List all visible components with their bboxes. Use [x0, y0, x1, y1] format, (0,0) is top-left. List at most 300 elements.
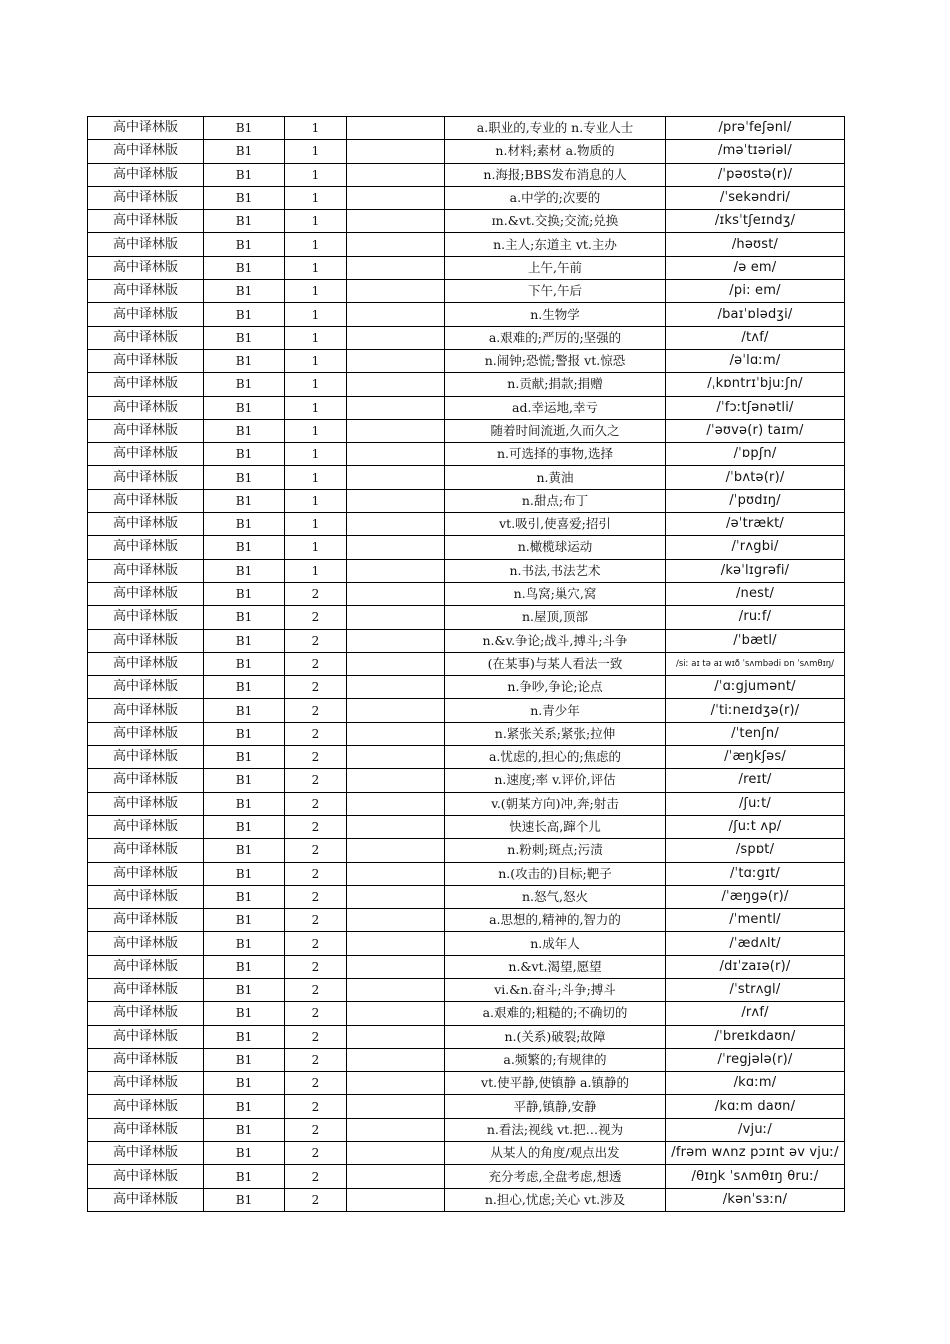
table-row: [88, 792, 845, 815]
meaning-cell: 从某人的角度/观点出发: [445, 1142, 666, 1165]
table-row: [88, 955, 845, 978]
phonetic-cell: /ˈædʌlt/: [666, 932, 845, 955]
table-row: [88, 536, 845, 559]
phonetic-cell: /ˈɒpʃn/: [666, 443, 845, 466]
meaning-cell: n.鸟窝;巢穴,窝: [445, 582, 666, 605]
textbook-cell: 高中译林版: [88, 117, 204, 140]
unit-cell: 2: [285, 722, 347, 745]
phonetic-cell: /tʌf/: [666, 326, 845, 349]
level-cell: B1: [204, 955, 285, 978]
meaning-cell: n.成年人: [445, 932, 666, 955]
phonetic-cell: /həʊst/: [666, 233, 845, 256]
meaning-cell: 快速长高,蹿个儿: [445, 815, 666, 838]
textbook-cell: 高中译林版: [88, 303, 204, 326]
word-cell: [347, 536, 445, 559]
phonetic-cell: /ˈregjələ(r)/: [666, 1048, 845, 1071]
textbook-cell: 高中译林版: [88, 1072, 204, 1095]
word-cell: [347, 559, 445, 582]
meaning-cell: n.担心,忧虑;关心 vt.涉及: [445, 1188, 666, 1211]
level-cell: B1: [204, 1025, 285, 1048]
phonetic-cell: /əˈlɑːm/: [666, 349, 845, 372]
phonetic-cell: /məˈtɪəriəl/: [666, 140, 845, 163]
unit-cell: 1: [285, 536, 347, 559]
vocabulary-table: [87, 116, 845, 1212]
word-cell: [347, 1025, 445, 1048]
meaning-cell: a.思想的,精神的,智力的: [445, 909, 666, 932]
table-row: [88, 117, 845, 140]
table-row: [88, 349, 845, 372]
meaning-cell: vt.使平静,使镇静 a.镇静的: [445, 1072, 666, 1095]
level-cell: B1: [204, 186, 285, 209]
textbook-cell: 高中译林版: [88, 606, 204, 629]
level-cell: B1: [204, 117, 285, 140]
phonetic-cell: /ˈpʊdɪŋ/: [666, 489, 845, 512]
word-cell: [347, 1048, 445, 1071]
table-row: [88, 140, 845, 163]
phonetic-cell: /ˈæŋgə(r)/: [666, 885, 845, 908]
table-row: [88, 862, 845, 885]
textbook-cell: 高中译林版: [88, 1188, 204, 1211]
textbook-cell: 高中译林版: [88, 163, 204, 186]
meaning-cell: 下午,午后: [445, 280, 666, 303]
phonetic-cell: /ˈrʌgbi/: [666, 536, 845, 559]
unit-cell: 2: [285, 885, 347, 908]
unit-cell: 2: [285, 932, 347, 955]
level-cell: B1: [204, 699, 285, 722]
word-cell: [347, 1002, 445, 1025]
word-cell: [347, 746, 445, 769]
phonetic-cell: /əˈtrækt/: [666, 513, 845, 536]
textbook-cell: 高中译林版: [88, 326, 204, 349]
table-row: [88, 978, 845, 1001]
meaning-cell: 充分考虑,全盘考虑,想透: [445, 1165, 666, 1188]
meaning-cell: n.甜点;布丁: [445, 489, 666, 512]
unit-cell: 2: [285, 1048, 347, 1071]
textbook-cell: 高中译林版: [88, 862, 204, 885]
unit-cell: 1: [285, 443, 347, 466]
word-cell: [347, 676, 445, 699]
word-cell: [347, 280, 445, 303]
level-cell: B1: [204, 582, 285, 605]
word-cell: [347, 582, 445, 605]
phonetic-cell: /θɪŋk ˈsʌmθɪŋ θruː/: [666, 1165, 845, 1188]
phonetic-cell: /reɪt/: [666, 769, 845, 792]
word-cell: [347, 396, 445, 419]
unit-cell: 1: [285, 140, 347, 163]
unit-cell: 2: [285, 699, 347, 722]
level-cell: B1: [204, 210, 285, 233]
word-cell: [347, 210, 445, 233]
phonetic-cell: /ˈæŋkʃəs/: [666, 746, 845, 769]
word-cell: [347, 1165, 445, 1188]
level-cell: B1: [204, 140, 285, 163]
table-row: [88, 909, 845, 932]
word-cell: [347, 955, 445, 978]
unit-cell: 1: [285, 396, 347, 419]
level-cell: B1: [204, 466, 285, 489]
word-cell: [347, 932, 445, 955]
unit-cell: 1: [285, 466, 347, 489]
meaning-cell: n.材料;素材 a.物质的: [445, 140, 666, 163]
table-row: [88, 186, 845, 209]
textbook-cell: 高中译林版: [88, 676, 204, 699]
meaning-cell: a.职业的,专业的 n.专业人士: [445, 117, 666, 140]
table-row: [88, 1095, 845, 1118]
textbook-cell: 高中译林版: [88, 839, 204, 862]
level-cell: B1: [204, 419, 285, 442]
textbook-cell: 高中译林版: [88, 699, 204, 722]
textbook-cell: 高中译林版: [88, 443, 204, 466]
level-cell: B1: [204, 606, 285, 629]
textbook-cell: 高中译林版: [88, 559, 204, 582]
phonetic-cell: /ˈtɑːgɪt/: [666, 862, 845, 885]
level-cell: B1: [204, 885, 285, 908]
meaning-cell: a.中学的;次要的: [445, 186, 666, 209]
table-row: [88, 1188, 845, 1211]
word-cell: [347, 1188, 445, 1211]
phonetic-cell: /ˈfɔːtʃənətli/: [666, 396, 845, 419]
level-cell: B1: [204, 746, 285, 769]
word-cell: [347, 326, 445, 349]
phonetic-cell: /ˈmentl/: [666, 909, 845, 932]
unit-cell: 2: [285, 909, 347, 932]
unit-cell: 2: [285, 978, 347, 1001]
level-cell: B1: [204, 1002, 285, 1025]
table-row: [88, 513, 845, 536]
level-cell: B1: [204, 163, 285, 186]
meaning-cell: ɪn.&vt.交换;交流;兑换: [445, 210, 666, 233]
meaning-cell: n.可选择的事物,选择: [445, 443, 666, 466]
textbook-cell: 高中译林版: [88, 489, 204, 512]
meaning-cell: n.&vt.渴望,愿望: [445, 955, 666, 978]
meaning-cell: n.速度;率 v.评价,评估: [445, 769, 666, 792]
level-cell: B1: [204, 769, 285, 792]
meaning-cell: n.(攻击的)目标;靶子: [445, 862, 666, 885]
table-row: [88, 466, 845, 489]
meaning-cell: n.贡献;捐款;捐赠: [445, 373, 666, 396]
unit-cell: 2: [285, 1002, 347, 1025]
word-cell: [347, 839, 445, 862]
table-row: [88, 699, 845, 722]
phonetic-cell: /ˈbætl/: [666, 629, 845, 652]
level-cell: B1: [204, 978, 285, 1001]
level-cell: B1: [204, 839, 285, 862]
word-cell: [347, 885, 445, 908]
level-cell: B1: [204, 1188, 285, 1211]
level-cell: B1: [204, 280, 285, 303]
word-cell: [347, 163, 445, 186]
level-cell: B1: [204, 489, 285, 512]
level-cell: B1: [204, 676, 285, 699]
level-cell: B1: [204, 559, 285, 582]
unit-cell: 1: [285, 210, 347, 233]
phonetic-cell: /ˈbʌtə(r)/: [666, 466, 845, 489]
phonetic-cell: /kɑːm/: [666, 1072, 845, 1095]
phonetic-cell: /ˈtiːneɪdʒə(r)/: [666, 699, 845, 722]
level-cell: B1: [204, 1165, 285, 1188]
word-cell: [347, 792, 445, 815]
table-row: [88, 932, 845, 955]
level-cell: B1: [204, 256, 285, 279]
phonetic-cell: /siː aɪ tə aɪ wɪð ˈsʌmbədi ɒn ˈsʌmθɪŋ/: [666, 652, 845, 675]
textbook-cell: 高中译林版: [88, 233, 204, 256]
unit-cell: 1: [285, 419, 347, 442]
meaning-cell: n.书法,书法艺术: [445, 559, 666, 582]
textbook-cell: 高中译林版: [88, 815, 204, 838]
textbook-cell: 高中译林版: [88, 373, 204, 396]
meaning-cell: n.看法;视线 vt.把…视为: [445, 1118, 666, 1141]
word-cell: [347, 443, 445, 466]
word-cell: [347, 349, 445, 372]
unit-cell: 1: [285, 256, 347, 279]
table-row: [88, 256, 845, 279]
table-row: [88, 303, 845, 326]
unit-cell: 1: [285, 349, 347, 372]
meaning-cell: 上午,午前: [445, 256, 666, 279]
phonetic-cell: /frəm wʌnz pɔɪnt əv vjuː/: [666, 1142, 845, 1165]
phonetic-cell: /baɪˈɒlədʒi/: [666, 303, 845, 326]
unit-cell: 2: [285, 1142, 347, 1165]
level-cell: B1: [204, 1118, 285, 1141]
phonetic-cell: /ˈəʊvə(r) taɪm/: [666, 419, 845, 442]
unit-cell: 1: [285, 280, 347, 303]
level-cell: B1: [204, 233, 285, 256]
table-row: [88, 396, 845, 419]
textbook-cell: 高中译林版: [88, 1118, 204, 1141]
textbook-cell: 高中译林版: [88, 629, 204, 652]
unit-cell: 2: [285, 1095, 347, 1118]
unit-cell: 2: [285, 1118, 347, 1141]
textbook-cell: 高中译林版: [88, 349, 204, 372]
phonetic-cell: /ə em/: [666, 256, 845, 279]
unit-cell: 2: [285, 1188, 347, 1211]
word-cell: [347, 186, 445, 209]
meaning-cell: a.频繁的;有规律的: [445, 1048, 666, 1071]
unit-cell: 2: [285, 746, 347, 769]
unit-cell: 1: [285, 559, 347, 582]
table-row: [88, 815, 845, 838]
table-row: [88, 1118, 845, 1141]
level-cell: B1: [204, 373, 285, 396]
word-cell: [347, 629, 445, 652]
meaning-cell: n.怒气,怒火: [445, 885, 666, 908]
word-cell: [347, 652, 445, 675]
meaning-cell: n.紧张关系;紧张;拉伸: [445, 722, 666, 745]
textbook-cell: 高中译林版: [88, 792, 204, 815]
word-cell: [347, 1072, 445, 1095]
word-cell: [347, 117, 445, 140]
word-cell: [347, 466, 445, 489]
phonetic-cell: /kɑːm daʊn/: [666, 1095, 845, 1118]
unit-cell: 2: [285, 792, 347, 815]
meaning-cell: vt.吸引,使喜爱;招引: [445, 513, 666, 536]
level-cell: B1: [204, 1048, 285, 1071]
meaning-cell: n.主人;东道主 vt.主办: [445, 233, 666, 256]
unit-cell: 2: [285, 769, 347, 792]
level-cell: B1: [204, 1095, 285, 1118]
level-cell: B1: [204, 396, 285, 419]
unit-cell: 1: [285, 186, 347, 209]
meaning-cell: n.争吵,争论;论点: [445, 676, 666, 699]
level-cell: B1: [204, 349, 285, 372]
textbook-cell: 高中译林版: [88, 955, 204, 978]
table-row: [88, 559, 845, 582]
meaning-cell: (在某事)与某人看法一致: [445, 652, 666, 675]
meaning-cell: 平静,镇静,安静: [445, 1095, 666, 1118]
unit-cell: 2: [285, 1165, 347, 1188]
unit-cell: 2: [285, 815, 347, 838]
phonetic-cell: /dɪˈzaɪə(r)/: [666, 955, 845, 978]
word-cell: [347, 978, 445, 1001]
meaning-cell: v.(朝某方向)冲,奔;射击: [445, 792, 666, 815]
word-cell: [347, 373, 445, 396]
textbook-cell: 高中译林版: [88, 769, 204, 792]
meaning-cell: a.艰难的;粗糙的;不确切的: [445, 1002, 666, 1025]
textbook-cell: 高中译林版: [88, 932, 204, 955]
word-cell: [347, 419, 445, 442]
word-cell: [347, 769, 445, 792]
phonetic-cell: /ruːf/: [666, 606, 845, 629]
unit-cell: 1: [285, 489, 347, 512]
phonetic-cell: /kəˈlɪgrəfi/: [666, 559, 845, 582]
word-cell: [347, 699, 445, 722]
phonetic-cell: /spɒt/: [666, 839, 845, 862]
level-cell: B1: [204, 722, 285, 745]
unit-cell: 1: [285, 326, 347, 349]
word-cell: [347, 909, 445, 932]
table-row: [88, 210, 845, 233]
unit-cell: 2: [285, 1072, 347, 1095]
unit-cell: 2: [285, 629, 347, 652]
meaning-cell: a.忧虑的,担心的;焦虑的: [445, 746, 666, 769]
meaning-cell: n.生物学: [445, 303, 666, 326]
unit-cell: 2: [285, 839, 347, 862]
unit-cell: 2: [285, 676, 347, 699]
phonetic-cell: /ɪksˈtʃeɪndʒ/: [666, 210, 845, 233]
textbook-cell: 高中译林版: [88, 909, 204, 932]
meaning-cell: vi.&n.奋斗;斗争;搏斗: [445, 978, 666, 1001]
table-row: [88, 839, 845, 862]
unit-cell: 2: [285, 652, 347, 675]
table-row: [88, 163, 845, 186]
unit-cell: 1: [285, 513, 347, 536]
meaning-cell: a.艰难的;严厉的;坚强的: [445, 326, 666, 349]
table-row: [88, 629, 845, 652]
textbook-cell: 高中译林版: [88, 582, 204, 605]
table-row: [88, 769, 845, 792]
textbook-cell: 高中译林版: [88, 419, 204, 442]
table-row: [88, 1142, 845, 1165]
table-row: [88, 722, 845, 745]
table-row: [88, 1002, 845, 1025]
table-row: [88, 746, 845, 769]
unit-cell: 2: [285, 1025, 347, 1048]
unit-cell: 2: [285, 955, 347, 978]
level-cell: B1: [204, 792, 285, 815]
textbook-cell: 高中译林版: [88, 722, 204, 745]
textbook-cell: 高中译林版: [88, 466, 204, 489]
phonetic-cell: /ʃuːt ʌp/: [666, 815, 845, 838]
word-cell: [347, 256, 445, 279]
textbook-cell: 高中译林版: [88, 746, 204, 769]
unit-cell: 1: [285, 373, 347, 396]
unit-cell: 2: [285, 606, 347, 629]
table-row: [88, 280, 845, 303]
word-cell: [347, 722, 445, 745]
phonetic-cell: /ˈtenʃn/: [666, 722, 845, 745]
level-cell: B1: [204, 536, 285, 559]
textbook-cell: 高中译林版: [88, 885, 204, 908]
level-cell: B1: [204, 815, 285, 838]
table-row: [88, 326, 845, 349]
phonetic-cell: /nest/: [666, 582, 845, 605]
meaning-cell: n.屋顶,顶部: [445, 606, 666, 629]
meaning-cell: ad.幸运地,幸亏: [445, 396, 666, 419]
table-row: [88, 1025, 845, 1048]
word-cell: [347, 1142, 445, 1165]
phonetic-cell: /rʌf/: [666, 1002, 845, 1025]
meaning-cell: n.闹钟;恐慌;警报 vt.惊恐: [445, 349, 666, 372]
level-cell: B1: [204, 1142, 285, 1165]
table-row: [88, 1048, 845, 1071]
level-cell: B1: [204, 513, 285, 536]
unit-cell: 1: [285, 117, 347, 140]
table-row: [88, 606, 845, 629]
textbook-cell: 高中译林版: [88, 210, 204, 233]
word-cell: [347, 1118, 445, 1141]
textbook-cell: 高中译林版: [88, 256, 204, 279]
unit-cell: 2: [285, 862, 347, 885]
table-row: [88, 489, 845, 512]
phonetic-cell: /ˈbreɪkdaʊn/: [666, 1025, 845, 1048]
table-row: [88, 373, 845, 396]
textbook-cell: 高中译林版: [88, 652, 204, 675]
textbook-cell: 高中译林版: [88, 1142, 204, 1165]
table-row: [88, 419, 845, 442]
word-cell: [347, 862, 445, 885]
textbook-cell: 高中译林版: [88, 280, 204, 303]
phonetic-cell: /ˈstrʌgl/: [666, 978, 845, 1001]
level-cell: B1: [204, 932, 285, 955]
table-row: [88, 443, 845, 466]
textbook-cell: 高中译林版: [88, 1002, 204, 1025]
meaning-cell: n.海报;BBS发布消息的人: [445, 163, 666, 186]
textbook-cell: 高中译林版: [88, 396, 204, 419]
word-cell: [347, 513, 445, 536]
phonetic-cell: /pi: em/: [666, 280, 845, 303]
word-cell: [347, 140, 445, 163]
word-cell: [347, 489, 445, 512]
meaning-cell: n.粉刺;斑点;污渍: [445, 839, 666, 862]
level-cell: B1: [204, 862, 285, 885]
meaning-cell: n.青少年: [445, 699, 666, 722]
textbook-cell: 高中译林版: [88, 186, 204, 209]
word-cell: [347, 1095, 445, 1118]
meaning-cell: n.黄油: [445, 466, 666, 489]
table-row: [88, 233, 845, 256]
table-row: [88, 582, 845, 605]
table-row: [88, 885, 845, 908]
table-row: [88, 1072, 845, 1095]
meaning-cell: 随着时间流逝,久而久之: [445, 419, 666, 442]
phonetic-cell: /ʃuːt/: [666, 792, 845, 815]
table-row: [88, 676, 845, 699]
level-cell: B1: [204, 303, 285, 326]
textbook-cell: 高中译林版: [88, 536, 204, 559]
phonetic-cell: /ˈɑːgjumənt/: [666, 676, 845, 699]
word-cell: [347, 815, 445, 838]
textbook-cell: 高中译林版: [88, 978, 204, 1001]
